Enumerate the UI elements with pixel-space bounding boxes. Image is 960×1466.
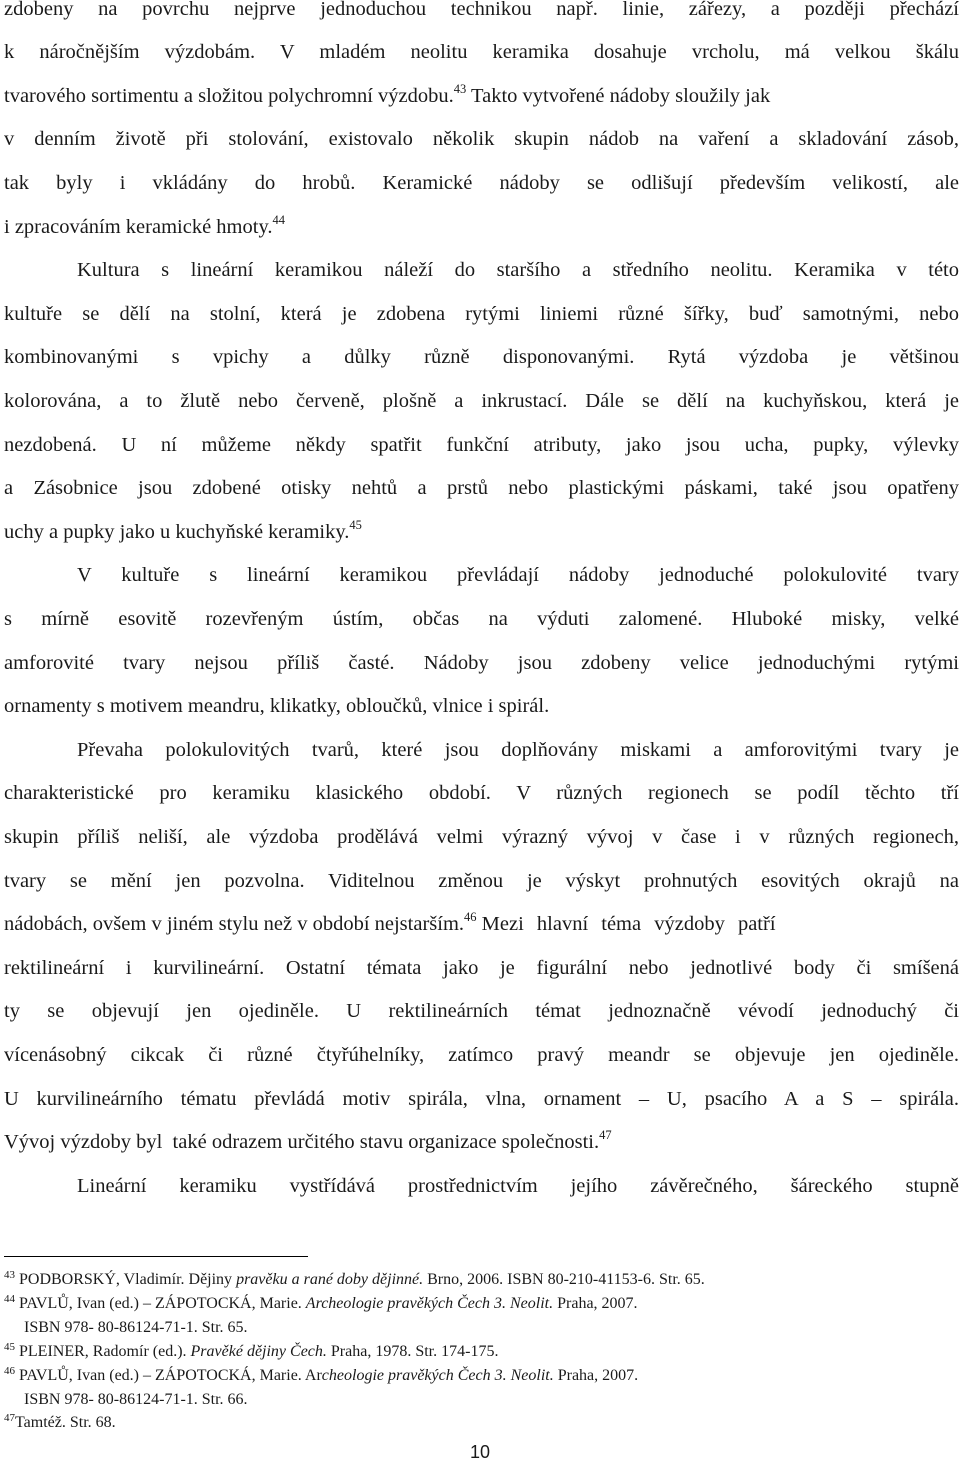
paragraph-start: Lineární keramiku vystřídává prostřednictvím jejího závěrečného, šáreckého stupně — [77, 1175, 959, 1197]
body-line-text: Takto vytvořené nádoby sloužily jak — [471, 85, 771, 107]
footnote-text: PLEINER, Radomír (ed.). — [19, 1343, 191, 1360]
footnote-text: PAVLŮ, Ivan (ed.) – ZÁPOTOCKÁ, Marie. — [19, 1295, 306, 1312]
body-line-text: uchy a pupky jako u kuchyňské keramiky. — [4, 521, 350, 543]
body-line: s mírně esovitě rozevřeným ústím, občas na výduti zalomené. Hluboké misky, velké — [4, 608, 959, 630]
footnote-44-continuation: ISBN 978- 80-86124-71-1. Str. 65. — [24, 1319, 248, 1336]
body-line: k náročnějším výzdobám. V mladém neolitu keramika dosahuje vrcholu, má velkou škálu — [4, 41, 959, 63]
body-line: nezdobená. U ní můžeme někdy spatřit funkční atributy, jako jsou ucha, pupky, výlevky — [4, 434, 959, 456]
footnote-text: Tamtéž. Str. 68. — [15, 1414, 116, 1431]
footnote-46 — [4, 1366, 638, 1386]
body-line: skupin příliš neliší, ale výzdoba prodělává velmi výrazný vývoj v čase i v různých regionech, — [4, 826, 959, 848]
body-line: rektilineární i kurvilineární. Ostatní témata jako je figurální nebo jednotlivé body či smíšená — [4, 957, 959, 979]
footnote-43 — [4, 1270, 705, 1290]
body-line: vícenásobný cikcak či různé čtyřúhelníky, zatímco pravý meandr se objevuje jen ojediněle. — [4, 1044, 959, 1066]
footnote-text: PAVLŮ, Ivan (ed.) – ZÁPOTOCKÁ, Marie. Ar — [19, 1367, 322, 1384]
footnote-ref: 47 — [599, 1128, 612, 1142]
paragraph-start: V kultuře s lineární keramikou převládají nádoby jednoduché polokulovité tvary — [77, 564, 959, 586]
footnote-number: 45 — [4, 1341, 15, 1353]
footnote-number: 43 — [4, 1269, 15, 1281]
paragraph-start: Kultura s lineární keramikou náleží do staršího a středního neolitu. Keramika v této — [77, 259, 959, 281]
footnote-text: PODBORSKÝ, Vladimír. Dějiny — [19, 1271, 237, 1288]
footnote-text: Praha, 2007. — [553, 1295, 638, 1312]
body-line: kultuře se dělí na stolní, která je zdobena rytými liniemi různé šířky, buď samotnými, nebo — [4, 303, 959, 325]
body-line — [4, 1127, 959, 1157]
body-line: U kurvilineárního tématu převládá motiv spirála, vlna, ornament – U, psacího A a S – spirála. — [4, 1088, 959, 1110]
paragraph-start: Převaha polokulovitých tvarů, které jsou doplňovány miskami a amforovitými tvary je — [77, 739, 959, 761]
footnote-text: Praha, 2007. — [553, 1367, 639, 1384]
footnote-text: Praha, 1978. Str. 174-175. — [326, 1343, 499, 1360]
footnote-number: 46 — [4, 1365, 15, 1377]
footnote-ref: 45 — [349, 518, 362, 532]
body-line — [4, 517, 959, 547]
body-line-text: Mezi hlavní téma výzdoby patří — [481, 913, 776, 935]
body-line-text: tvarového sortimentu a složitou polychromní výzdobu. — [4, 85, 454, 107]
footnote-title: Archeologie pravěkých Čech 3. Neolit. — [305, 1295, 554, 1312]
page-number: 10 — [469, 1442, 491, 1462]
footnote-separator — [4, 1256, 308, 1257]
footnote-text: Brno, 2006. ISBN 80-210-41153-6. Str. 65. — [423, 1271, 705, 1288]
footnote-ref: 46 — [464, 910, 477, 924]
footnote-title: cheologie pravěkých Čech 3. Neolit. — [321, 1367, 554, 1384]
footnote-number: 47 — [4, 1412, 15, 1424]
body-line: ornamenty s motivem meandru, klikatky, obloučků, vlnice i spirál. — [4, 695, 550, 717]
body-line: amforovité tvary nejsou příliš časté. Nádoby jsou zdobeny velice jednoduchými rytými — [4, 652, 959, 674]
footnote-ref: 43 — [453, 82, 467, 96]
body-line: zdobeny na povrchu nejprve jednoduchou technikou např. linie, zářezy, a později přechází — [4, 0, 959, 20]
body-line-text: nádobách, ovšem v jiném stylu než v období nejstarším. — [4, 913, 465, 935]
body-line: tak byly i vkládány do hrobů. Keramické nádoby se odlišují především velikostí, ale — [4, 172, 959, 194]
body-line — [4, 81, 959, 111]
body-line: a Zásobnice jsou zdobené otisky nehtů a prstů nebo plastickými páskami, také jsou opatřeny — [4, 477, 959, 499]
body-line-text: Vývoj výzdoby byl také odrazem určitého stavu organizace společnosti. — [4, 1131, 600, 1153]
body-line: kombinovanými s vpichy a důlky různě disponovanými. Rytá výzdoba je většinou — [4, 346, 959, 368]
body-line: tvary se mění jen pozvolna. Viditelnou změnou je výskyt prohnutých esovitých okrajů na — [4, 870, 959, 892]
footnote-46-continuation: ISBN 978- 80-86124-71-1. Str. 66. — [24, 1391, 248, 1408]
body-line-text: i zpracováním keramické hmoty. — [4, 216, 273, 238]
body-line: charakteristické pro keramiku klasického období. V různých regionech se podíl těchto tří — [4, 782, 959, 804]
footnote-45 — [4, 1342, 498, 1362]
body-line: ty se objevují jen ojediněle. U rektilineárních témat jednoznačně vévodí jednoduchý či — [4, 1000, 959, 1022]
body-line: v denním životě při stolování, existovalo několik skupin nádob na vaření a skladování zásob, — [4, 128, 959, 150]
body-line — [4, 212, 959, 242]
body-line — [4, 909, 959, 939]
footnote-title: pravěku a rané doby dějinné. — [236, 1271, 424, 1288]
body-line: kolorována, a to žlutě nebo červeně, plošně a inkrustací. Dále se dělí na kuchyňskou, která je — [4, 390, 959, 412]
footnote-47 — [4, 1413, 116, 1433]
footnote-number: 44 — [4, 1293, 15, 1305]
footnote-ref: 44 — [272, 213, 285, 227]
footnote-title: Pravěké dějiny Čech. — [190, 1343, 327, 1360]
footnote-44 — [4, 1294, 638, 1314]
